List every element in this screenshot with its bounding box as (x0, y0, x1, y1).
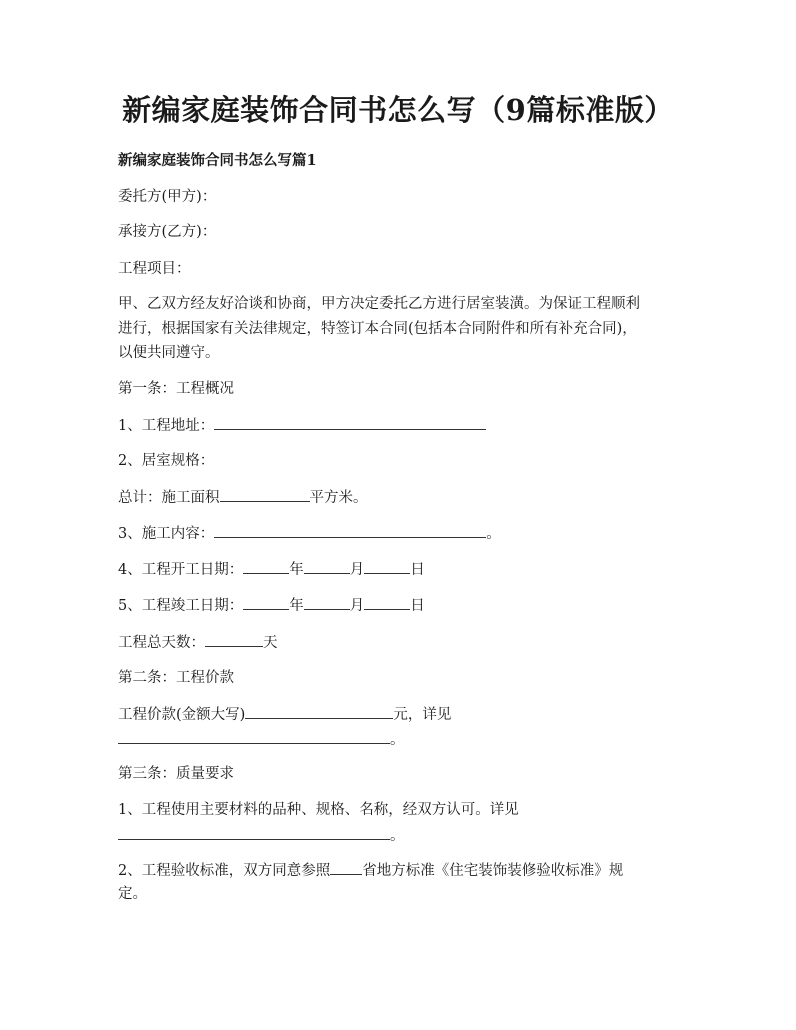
area-unit: 平方米。 (309, 490, 368, 506)
start-date-label: 4、工程开工日期： (118, 562, 244, 578)
address-blank[interactable] (214, 414, 486, 430)
article-3-heading: 第三条：质量要求 (118, 766, 234, 782)
end-month-unit: 月 (349, 598, 365, 614)
start-month-unit: 月 (349, 562, 365, 578)
start-day-unit: 日 (410, 562, 425, 578)
end-day-blank[interactable] (364, 594, 410, 610)
total-days-line (118, 631, 688, 654)
start-year-unit: 年 (289, 562, 304, 578)
client-line: 委托方(甲方)： (118, 189, 217, 205)
document-title: 新编家庭装饰合同书怎么写（9篇标准版） (122, 93, 674, 127)
start-month-blank[interactable] (304, 558, 350, 574)
end-date-label: 5、工程竣工日期： (118, 598, 244, 614)
quality-item-2 (118, 859, 688, 882)
quality-item-1: 1、工程使用主要材料的品种、规格、名称，经双方认可。详见 (118, 802, 519, 818)
price-line-2 (118, 728, 688, 751)
start-date-line (118, 558, 688, 581)
quality-item-1-end: 。 (390, 828, 405, 844)
start-day-blank[interactable] (364, 558, 410, 574)
intro-line-2: 进行，根据国家有关法律规定，特签订本合同(包括本合同附件和所有补充合同)， (118, 321, 637, 337)
start-year-blank[interactable] (243, 558, 289, 574)
quality-item-1-line-2 (118, 824, 688, 847)
end-day-unit: 日 (410, 598, 425, 614)
spec-line: 2、居室规格： (118, 453, 215, 469)
price-end: 。 (390, 732, 405, 748)
area-label: 总计：施工面积 (118, 490, 220, 506)
materials-blank[interactable] (118, 824, 390, 840)
end-date-line (118, 594, 688, 617)
end-month-blank[interactable] (304, 594, 350, 610)
quality-item-2-line-2: 定。 (118, 886, 147, 902)
price-blank[interactable] (245, 703, 393, 719)
content-blank[interactable] (214, 522, 486, 538)
area-blank[interactable] (220, 486, 310, 502)
contractor-line: 承接方(乙方)： (118, 224, 217, 240)
content-line (118, 522, 688, 545)
section-subtitle: 新编家庭装饰合同书怎么写篇1 (118, 152, 317, 169)
price-suffix: 元，详见 (393, 707, 452, 723)
intro-line-3: 以便共同遵守。 (118, 345, 220, 361)
total-days-blank[interactable] (205, 631, 263, 647)
price-line (118, 703, 688, 726)
quality-item-2-suffix: 省地方标准《住宅装饰装修验收标准》规 (362, 863, 624, 879)
project-line: 工程项目： (118, 261, 191, 277)
end-year-blank[interactable] (243, 594, 289, 610)
quality-item-2-prefix: 2、工程验收标准，双方同意参照 (118, 863, 331, 879)
article-2-heading: 第二条：工程价款 (118, 670, 234, 686)
address-label: 1、工程地址： (118, 418, 215, 434)
end-year-unit: 年 (289, 598, 304, 614)
intro-line-1: 甲、乙双方经友好洽谈和协商，甲方决定委托乙方进行居室装潢。为保证工程顺利 (118, 296, 640, 312)
total-days-unit: 天 (263, 635, 278, 651)
province-blank[interactable] (330, 859, 362, 875)
price-detail-blank[interactable] (118, 728, 390, 744)
content-end: 。 (486, 526, 501, 542)
total-days-label: 工程总天数： (118, 635, 205, 651)
price-label: 工程价款(金额大写) (118, 707, 246, 723)
article-1-heading: 第一条：工程概况 (118, 381, 234, 397)
address-line (118, 414, 688, 437)
content-label: 3、施工内容： (118, 526, 215, 542)
area-line (118, 486, 688, 509)
